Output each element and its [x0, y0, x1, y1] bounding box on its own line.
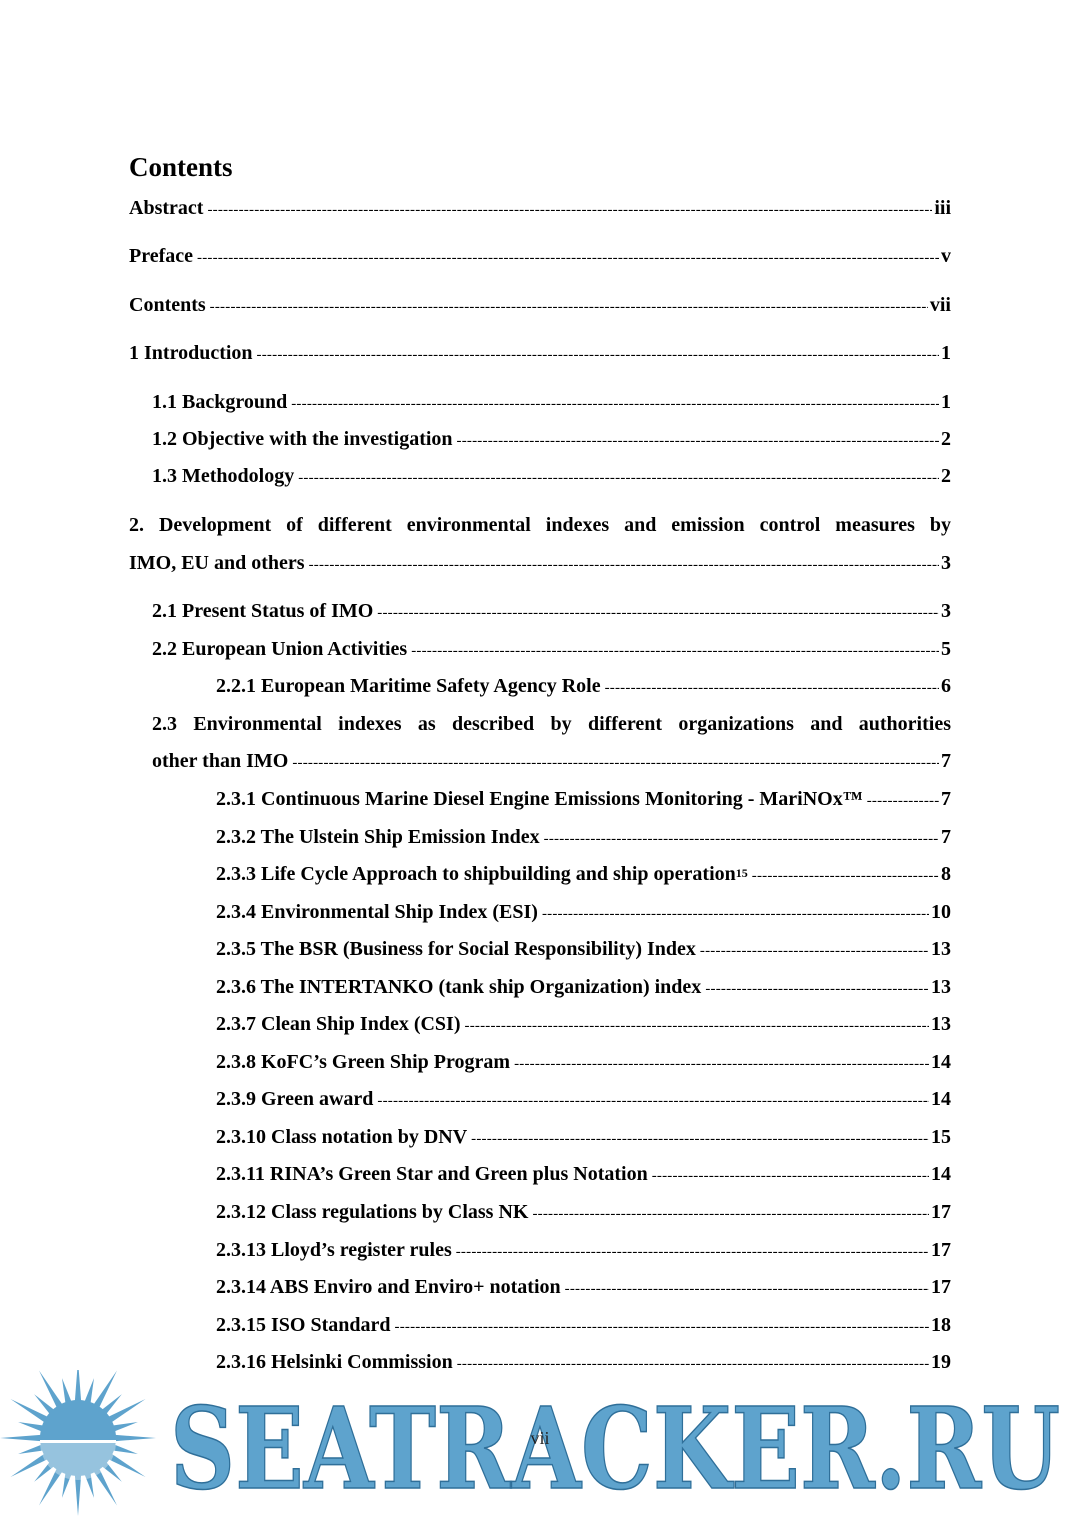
toc-entry-2[interactable]	[129, 551, 951, 577]
toc-page-number: 13	[931, 976, 951, 998]
toc-page-number: 3	[941, 552, 951, 574]
toc-entry-2-3-10[interactable]	[216, 1125, 951, 1151]
toc-entry-2-3[interactable]	[152, 749, 951, 775]
sun-ray	[62, 1378, 72, 1404]
sun-ray	[75, 1474, 81, 1516]
toc-page-number: 13	[931, 938, 951, 960]
toc-entry-2-line1[interactable]: 2. Development of different environmental indexes and emission control measures by	[129, 514, 951, 536]
toc-label: 2.3.7 Clean Ship Index (CSI)	[216, 1013, 461, 1035]
toc-label: 2.2 European Union Activities	[152, 638, 408, 660]
toc-label: 2.1 Present Status of IMO	[152, 600, 374, 622]
toc-entry-2-3-3[interactable]	[216, 862, 951, 888]
dot-leader	[565, 1277, 929, 1301]
toc-label: 2.3.4 Environmental Ship Index (ESI)	[216, 901, 538, 923]
toc-page-number: 14	[931, 1051, 951, 1073]
dot-leader	[207, 198, 932, 222]
toc-page-number: 15	[931, 1126, 951, 1148]
toc-entry-abstract[interactable]	[129, 196, 951, 222]
dot-leader	[395, 1315, 930, 1339]
toc-entry-introduction[interactable]	[129, 341, 951, 367]
toc-label: 1.1 Background	[152, 391, 288, 413]
toc-page-number: 18	[931, 1314, 951, 1336]
toc-entry-2-3-7[interactable]	[216, 1012, 951, 1038]
toc-page-number: 7	[941, 750, 951, 772]
toc-label: other than IMO	[152, 750, 289, 772]
toc-label: 2.3.10 Class notation by DNV	[216, 1126, 468, 1148]
toc-label: 2.3.16 Helsinki Commission	[216, 1351, 453, 1373]
footnote-ref: 15	[735, 866, 748, 880]
toc-label: Abstract	[129, 197, 204, 219]
toc-label: 1 Introduction	[129, 342, 253, 364]
toc-page-number: 14	[931, 1088, 951, 1110]
dot-leader	[298, 466, 939, 490]
toc-page-number: 7	[941, 826, 951, 848]
dot-leader	[377, 1089, 929, 1113]
toc-page-number: 7	[941, 788, 951, 810]
toc-label: 2.3.8 KoFC’s Green Ship Program	[216, 1051, 511, 1073]
toc-page-number: 1	[941, 391, 951, 413]
dot-leader	[210, 295, 928, 319]
toc-page-number: iii	[934, 197, 951, 219]
dot-leader	[456, 1240, 929, 1264]
toc-label: 2.3.15 ISO Standard	[216, 1314, 391, 1336]
toc-label: 2.3.11 RINA’s Green Star and Green plus Notation	[216, 1163, 648, 1185]
toc-label: 1.3 Methodology	[152, 465, 295, 487]
toc-label: 2.3.13 Lloyd’s register rules	[216, 1239, 452, 1261]
page-number: vii	[530, 1428, 550, 1448]
toc-label: Preface	[129, 245, 194, 267]
toc-entry-2-3-12[interactable]	[216, 1200, 951, 1226]
toc-label: IMO, EU and others	[129, 552, 305, 574]
toc-entry-2-2-1[interactable]	[216, 674, 951, 700]
toc-page-number: 8	[941, 863, 951, 885]
toc-label: 2.3.5 The BSR (Business for Social Responsibility) Index	[216, 938, 696, 960]
page-title: Contents	[129, 152, 233, 182]
toc-page-number: 5	[941, 638, 951, 660]
dot-leader	[411, 639, 939, 663]
toc-entry-2-3-11[interactable]	[216, 1162, 951, 1188]
toc-page-number: 17	[931, 1201, 951, 1223]
dot-leader	[514, 1052, 929, 1076]
dot-leader	[544, 827, 939, 851]
toc-page-number: 2	[941, 465, 951, 487]
toc-entry-2-3-line1[interactable]: 2.3 Environmental indexes as described by different organizations and authorities	[152, 713, 951, 735]
toc-entry-2-3-6[interactable]	[216, 975, 951, 1001]
toc-page-number: 10	[931, 901, 951, 923]
toc-label-text: 2.3.3 Life Cycle Approach to shipbuilding and ship operation	[216, 863, 736, 885]
toc-label: 2.3.1 Continuous Marine Diesel Engine Emissions Monitoring - MariNOx™	[216, 788, 863, 810]
dot-leader	[465, 1014, 929, 1038]
toc-label: 1.2 Objective with the investigation	[152, 428, 453, 450]
dot-leader	[705, 977, 929, 1001]
toc-page-number: 13	[931, 1013, 951, 1035]
dot-leader	[652, 1164, 929, 1188]
toc-entry-1-1[interactable]	[152, 390, 951, 416]
toc-label: 2.3.6 The INTERTANKO (tank ship Organization) index	[216, 976, 702, 998]
toc-entry-2-3-13[interactable]	[216, 1238, 951, 1264]
toc-label: 2.3.12 Class regulations by Class NK	[216, 1201, 529, 1223]
toc-label: Contents	[129, 294, 206, 316]
toc-label	[216, 862, 748, 886]
toc-entry-2-3-4[interactable]	[216, 900, 951, 926]
dot-leader	[605, 676, 939, 700]
toc-page-number: vii	[929, 294, 951, 316]
toc-page-number: 19	[931, 1351, 951, 1373]
toc-entry-2-3-5[interactable]	[216, 937, 951, 963]
dot-leader	[257, 343, 939, 367]
toc-page-number: 3	[941, 600, 951, 622]
dot-leader	[377, 601, 939, 625]
toc-entry-1-2[interactable]	[152, 427, 951, 453]
toc-entry-2-3-14[interactable]	[216, 1275, 951, 1301]
toc-page-number: 2	[941, 428, 951, 450]
dot-leader	[291, 392, 939, 416]
dot-leader	[867, 789, 939, 813]
dot-leader	[532, 1202, 929, 1226]
toc-entry-2-3-2[interactable]	[216, 825, 951, 851]
dot-leader	[457, 429, 939, 453]
dot-leader	[471, 1127, 929, 1151]
dot-leader	[542, 902, 929, 926]
dot-leader	[197, 246, 939, 270]
toc-entry-preface[interactable]	[129, 244, 951, 270]
sun-ray	[75, 1370, 81, 1402]
toc-page-number: v	[941, 245, 951, 267]
toc-entry-1-3[interactable]	[152, 464, 951, 490]
toc-page-number: 17	[931, 1276, 951, 1298]
toc-entry-2-3-9[interactable]	[216, 1087, 951, 1113]
toc-entry-2-3-8[interactable]	[216, 1050, 951, 1076]
toc-page-number: 1	[941, 342, 951, 364]
toc-entry-2-3-15[interactable]	[216, 1313, 951, 1339]
dot-leader	[752, 864, 939, 888]
toc-label: 2.3.9 Green award	[216, 1088, 374, 1110]
toc-page-number: 6	[941, 675, 951, 697]
dot-leader	[292, 751, 939, 775]
toc-entry-contents[interactable]	[129, 293, 951, 319]
toc-page-number: 14	[931, 1163, 951, 1185]
toc-label: 2.3.2 The Ulstein Ship Emission Index	[216, 826, 540, 848]
dot-leader	[700, 939, 929, 963]
toc-label: 2.3.14 ABS Enviro and Enviro+ notation	[216, 1276, 561, 1298]
sun-ray	[84, 1378, 94, 1404]
toc-page-number: 17	[931, 1239, 951, 1261]
watermark-text: SEATRACKER.RU	[170, 1384, 1060, 1515]
toc-entry-2-3-1[interactable]	[216, 787, 951, 813]
toc-entry-2-2[interactable]	[152, 637, 951, 663]
dot-leader	[309, 553, 939, 577]
toc-label: 2.2.1 European Maritime Safety Agency Role	[216, 675, 601, 697]
toc-entry-2-1[interactable]	[152, 599, 951, 625]
